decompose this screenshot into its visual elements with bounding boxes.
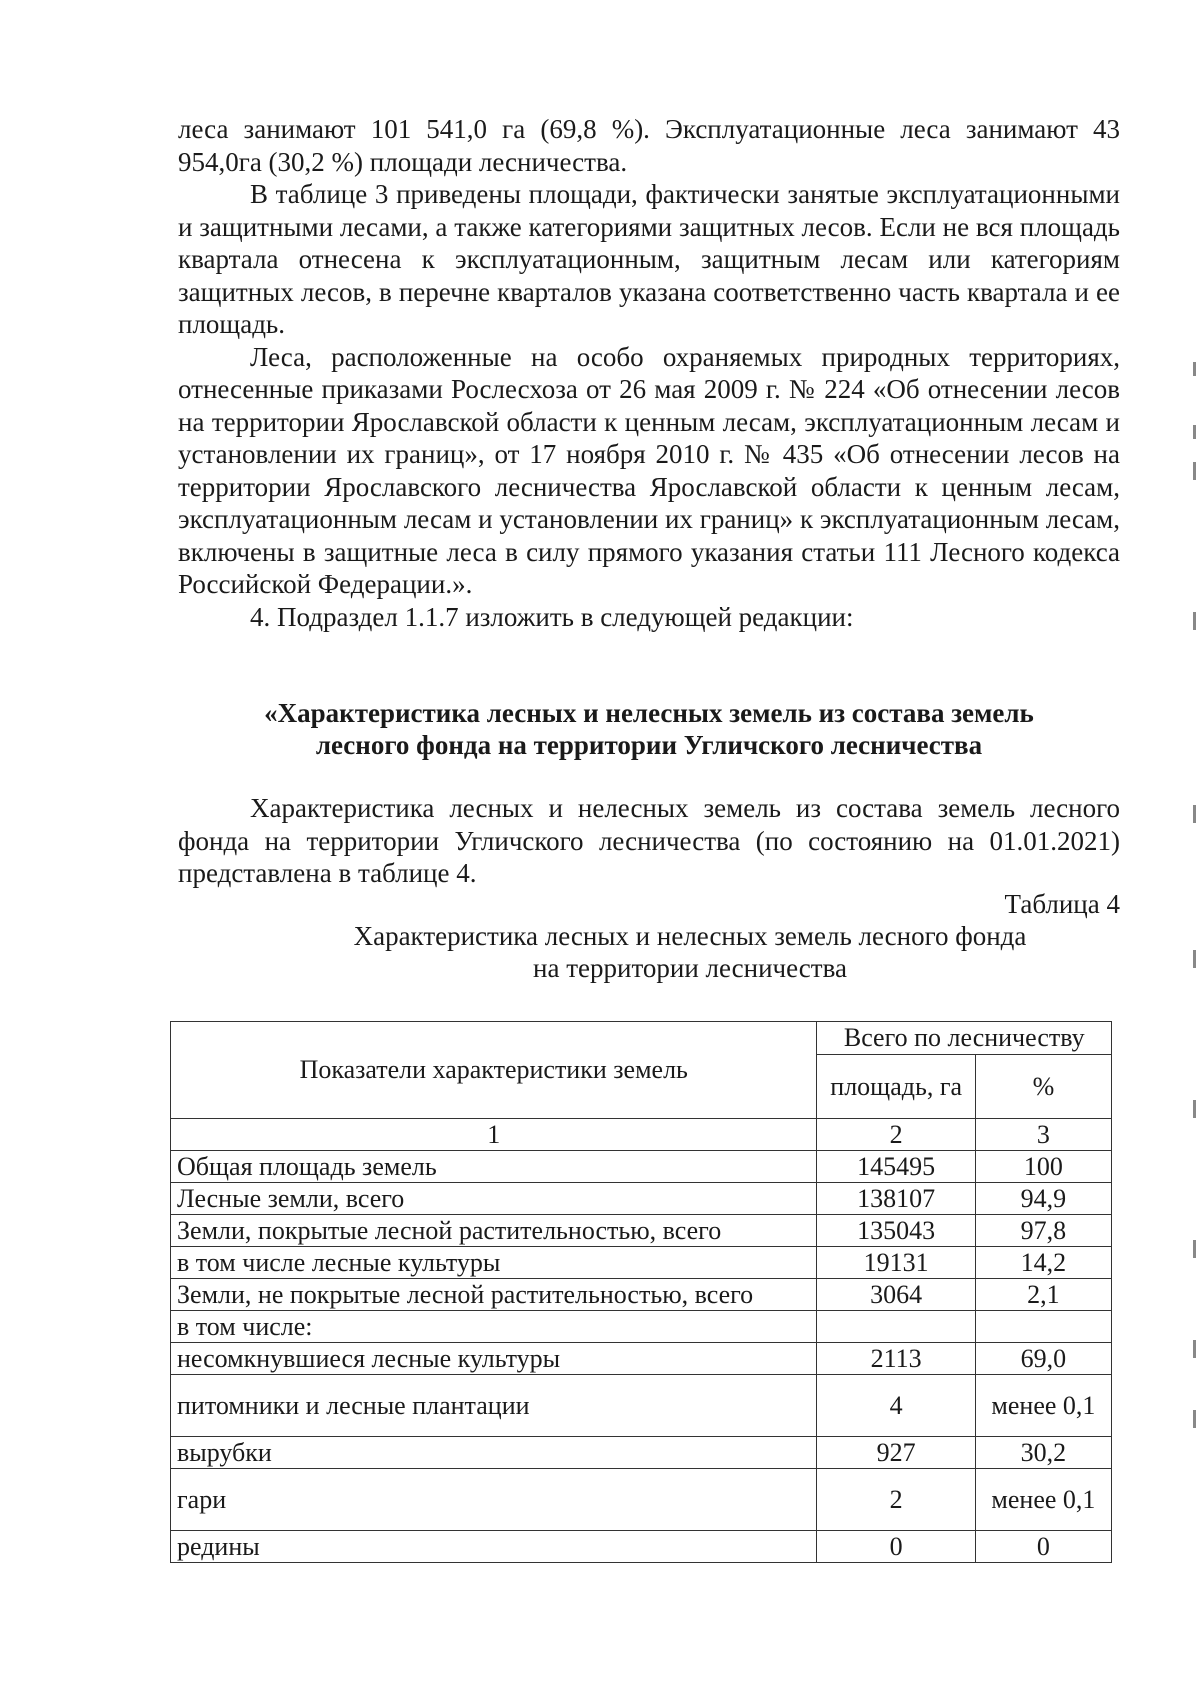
scan-edge-mark xyxy=(1193,462,1196,480)
row-label: редины xyxy=(171,1531,817,1563)
header-percent: % xyxy=(975,1055,1111,1119)
row-label: гари xyxy=(171,1469,817,1531)
scan-edge-mark xyxy=(1193,950,1196,968)
row-area: 4 xyxy=(817,1375,975,1437)
paragraph-table3: В таблице 3 приведены площади, фактически занятые эксплуатационными и защитными лесами, а также категориями защитных лесов. Если не вся площадь квартала отнесена к эксплуатационным, защитным лесам или категориям защитных лесов, в перечне кварталов указана соответственно часть квартала и ее площадь. xyxy=(178,179,1120,339)
row-percent: 0 xyxy=(975,1531,1111,1563)
row-label: Общая площадь земель xyxy=(171,1151,817,1183)
row-label: несомкнувшиеся лесные культуры xyxy=(171,1343,817,1375)
row-label: Лесные земли, всего xyxy=(171,1183,817,1215)
header-area: площадь, га xyxy=(817,1055,975,1119)
section-heading-line2: лесного фонда на территории Угличского лесничества xyxy=(315,730,983,760)
scan-edge-mark xyxy=(1193,362,1196,376)
characteristics-paragraph: Характеристика лесных и нелесных земель из состава земель лесного фонда на территории Угличского лесничества (по состоянию на 01.01.2021) представлена в таблице 4. xyxy=(178,793,1120,888)
row-area: 0 xyxy=(817,1531,975,1563)
table-title xyxy=(300,920,1080,984)
table-row xyxy=(171,1531,1112,1563)
characteristics-paragraph-block xyxy=(178,792,1120,890)
table-row xyxy=(171,1215,1112,1247)
row-label: в том числе лесные культуры xyxy=(171,1247,817,1279)
row-percent: 2,1 xyxy=(975,1279,1111,1311)
row-area: 927 xyxy=(817,1437,975,1469)
table-header-row xyxy=(171,1022,1112,1055)
row-percent: менее 0,1 xyxy=(975,1469,1111,1531)
row-percent: 97,8 xyxy=(975,1215,1111,1247)
row-percent: менее 0,1 xyxy=(975,1375,1111,1437)
scan-edge-mark xyxy=(1193,425,1196,439)
table-row xyxy=(171,1151,1112,1183)
table-number: Таблица 4 xyxy=(1004,889,1120,919)
header-indicators: Показатели характеристики земель xyxy=(171,1022,817,1119)
row-area: 19131 xyxy=(817,1247,975,1279)
row-area: 2 xyxy=(817,1469,975,1531)
scan-edge-mark xyxy=(1193,805,1196,823)
row-area xyxy=(817,1311,975,1343)
row-percent: 69,0 xyxy=(975,1343,1111,1375)
row-percent: 100 xyxy=(975,1151,1111,1183)
section-heading xyxy=(178,697,1120,761)
col-num-3: 3 xyxy=(975,1119,1111,1151)
land-characteristics-table xyxy=(170,1021,1112,1563)
scan-edge-mark xyxy=(1193,612,1196,630)
row-percent: 14,2 xyxy=(975,1247,1111,1279)
column-number-row xyxy=(171,1119,1112,1151)
table-row xyxy=(171,1375,1112,1437)
row-percent: 30,2 xyxy=(975,1437,1111,1469)
row-label: Земли, не покрытые лесной растительностью, всего xyxy=(171,1279,817,1311)
col-num-2: 2 xyxy=(817,1119,975,1151)
row-area: 3064 xyxy=(817,1279,975,1311)
table-title-line1: Характеристика лесных и нелесных земель лесного фонда xyxy=(353,921,1027,951)
table-row xyxy=(171,1311,1112,1343)
row-label: вырубки xyxy=(171,1437,817,1469)
intro-text xyxy=(178,113,1120,633)
table-row xyxy=(171,1279,1112,1311)
row-area: 135043 xyxy=(817,1215,975,1247)
row-area: 145495 xyxy=(817,1151,975,1183)
table-row xyxy=(171,1247,1112,1279)
row-percent: 94,9 xyxy=(975,1183,1111,1215)
header-total: Всего по лесничеству xyxy=(817,1022,1112,1055)
table-row xyxy=(171,1183,1112,1215)
table-title-line2: на территории лесничества xyxy=(533,953,847,983)
section-heading-line1: «Характеристика лесных и нелесных земель из состава земель xyxy=(264,698,1034,728)
scan-edge-mark xyxy=(1193,1410,1196,1428)
scan-edge-mark xyxy=(1193,1340,1196,1358)
scan-edge-mark xyxy=(1193,1100,1196,1118)
row-label: питомники и лесные плантации xyxy=(171,1375,817,1437)
row-label: в том числе: xyxy=(171,1311,817,1343)
intro-line: леса занимают 101 541,0 га (69,8 %). Эксплуатационные леса занимают 43 954,0га (30,2 %) площади лесничества. xyxy=(178,114,1120,177)
col-num-1: 1 xyxy=(171,1119,817,1151)
table-row xyxy=(171,1469,1112,1531)
row-percent xyxy=(975,1311,1111,1343)
scan-edge-mark xyxy=(1193,1240,1196,1258)
row-area: 138107 xyxy=(817,1183,975,1215)
row-label: Земли, покрытые лесной растительностью, всего xyxy=(171,1215,817,1247)
row-area: 2113 xyxy=(817,1343,975,1375)
paragraph-forests: Леса, расположенные на особо охраняемых природных территориях, отнесенные приказами Рослесхоза от 26 мая 2009 г. № 224 «Об отнесении лесов на территории Ярославской области к ценным лесам, эксплуатационным лесам и установлении их границ», от 17 ноября 2010 г. № 435 «Об отнесении лесов на территории Ярославского лесничества Ярославской области к ценным лесам, эксплуатационным лесам и установлении их границ» к эксплуатационным лесам, включены в защитные леса в силу прямого указания статьи 111 Лесного кодекса Российской Федерации.». xyxy=(178,341,1120,599)
table-row xyxy=(171,1437,1112,1469)
paragraph-subsection: 4. Подраздел 1.1.7 изложить в следующей редакции: xyxy=(250,601,854,632)
table-row xyxy=(171,1343,1112,1375)
